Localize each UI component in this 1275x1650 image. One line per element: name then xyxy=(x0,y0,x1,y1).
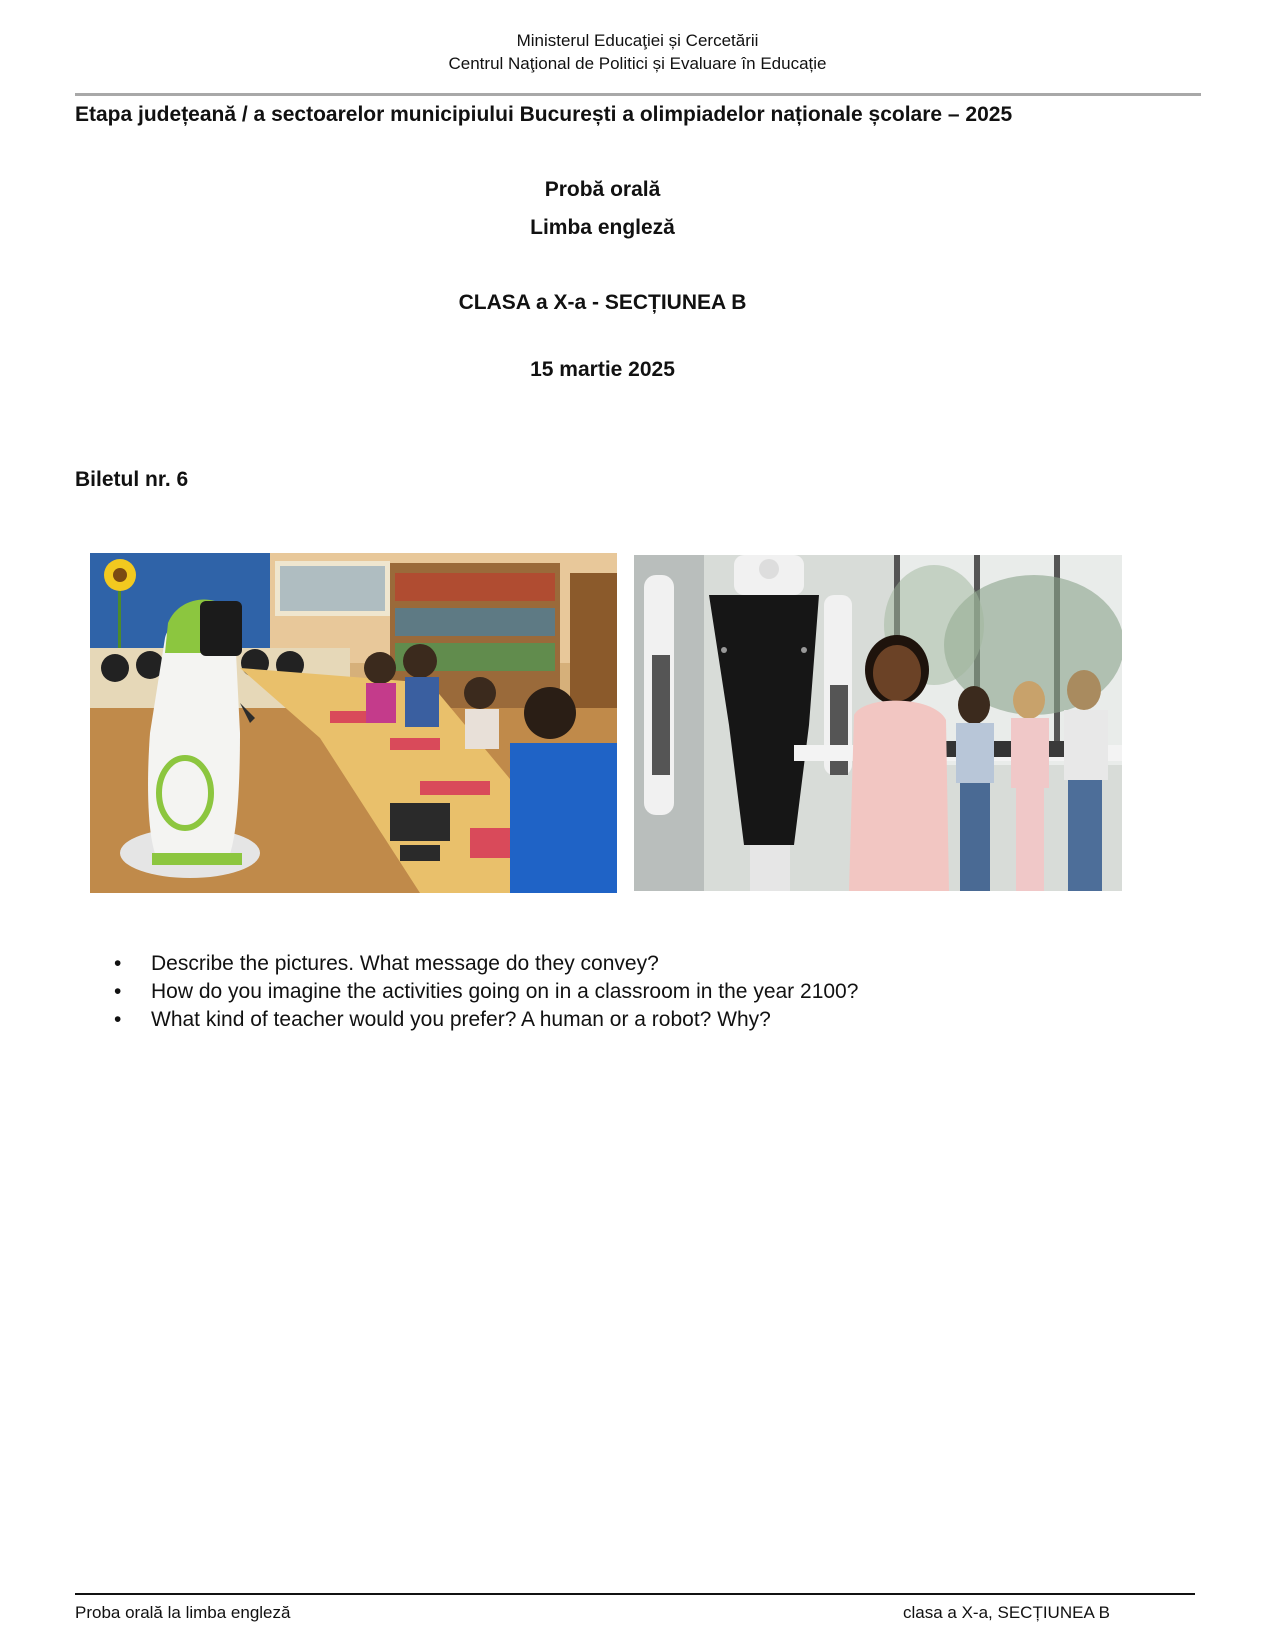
list-item: • Describe the pictures. What message do they convey? xyxy=(112,950,858,978)
footer-divider xyxy=(75,1593,1195,1595)
ministry-name: Ministerul Educaţiei și Cercetării xyxy=(516,31,759,50)
footer-class: clasa a X-a, SECȚIUNEA B xyxy=(903,1603,1110,1622)
header-divider xyxy=(75,93,1201,96)
stage-title: Etapa județeană / a sectoarelor municipiului București a olimpiadelor naționale școlare – 2025 xyxy=(75,103,1013,126)
footer-subject: Proba orală la limba engleză xyxy=(75,1603,291,1622)
center-name: Centrul Naţional de Politici și Evaluare în Educație xyxy=(448,54,827,73)
list-item: • What kind of teacher would you prefer? A human or a robot? Why? xyxy=(112,1006,858,1034)
humanoid-robot-photo xyxy=(634,555,1122,891)
exam-date: 15 martie 2025 xyxy=(530,358,675,381)
exam-type: Probă orală xyxy=(544,178,661,201)
classroom-robot-photo xyxy=(90,553,617,893)
ticket-number: Biletul nr. 6 xyxy=(75,468,189,491)
class-section: CLASA a X-a - SECȚIUNEA B xyxy=(458,291,747,314)
question-list xyxy=(112,950,858,1034)
list-item: • How do you imagine the activities going on in a classroom in the year 2100? xyxy=(112,978,858,1006)
subject: Limba engleză xyxy=(530,216,675,239)
